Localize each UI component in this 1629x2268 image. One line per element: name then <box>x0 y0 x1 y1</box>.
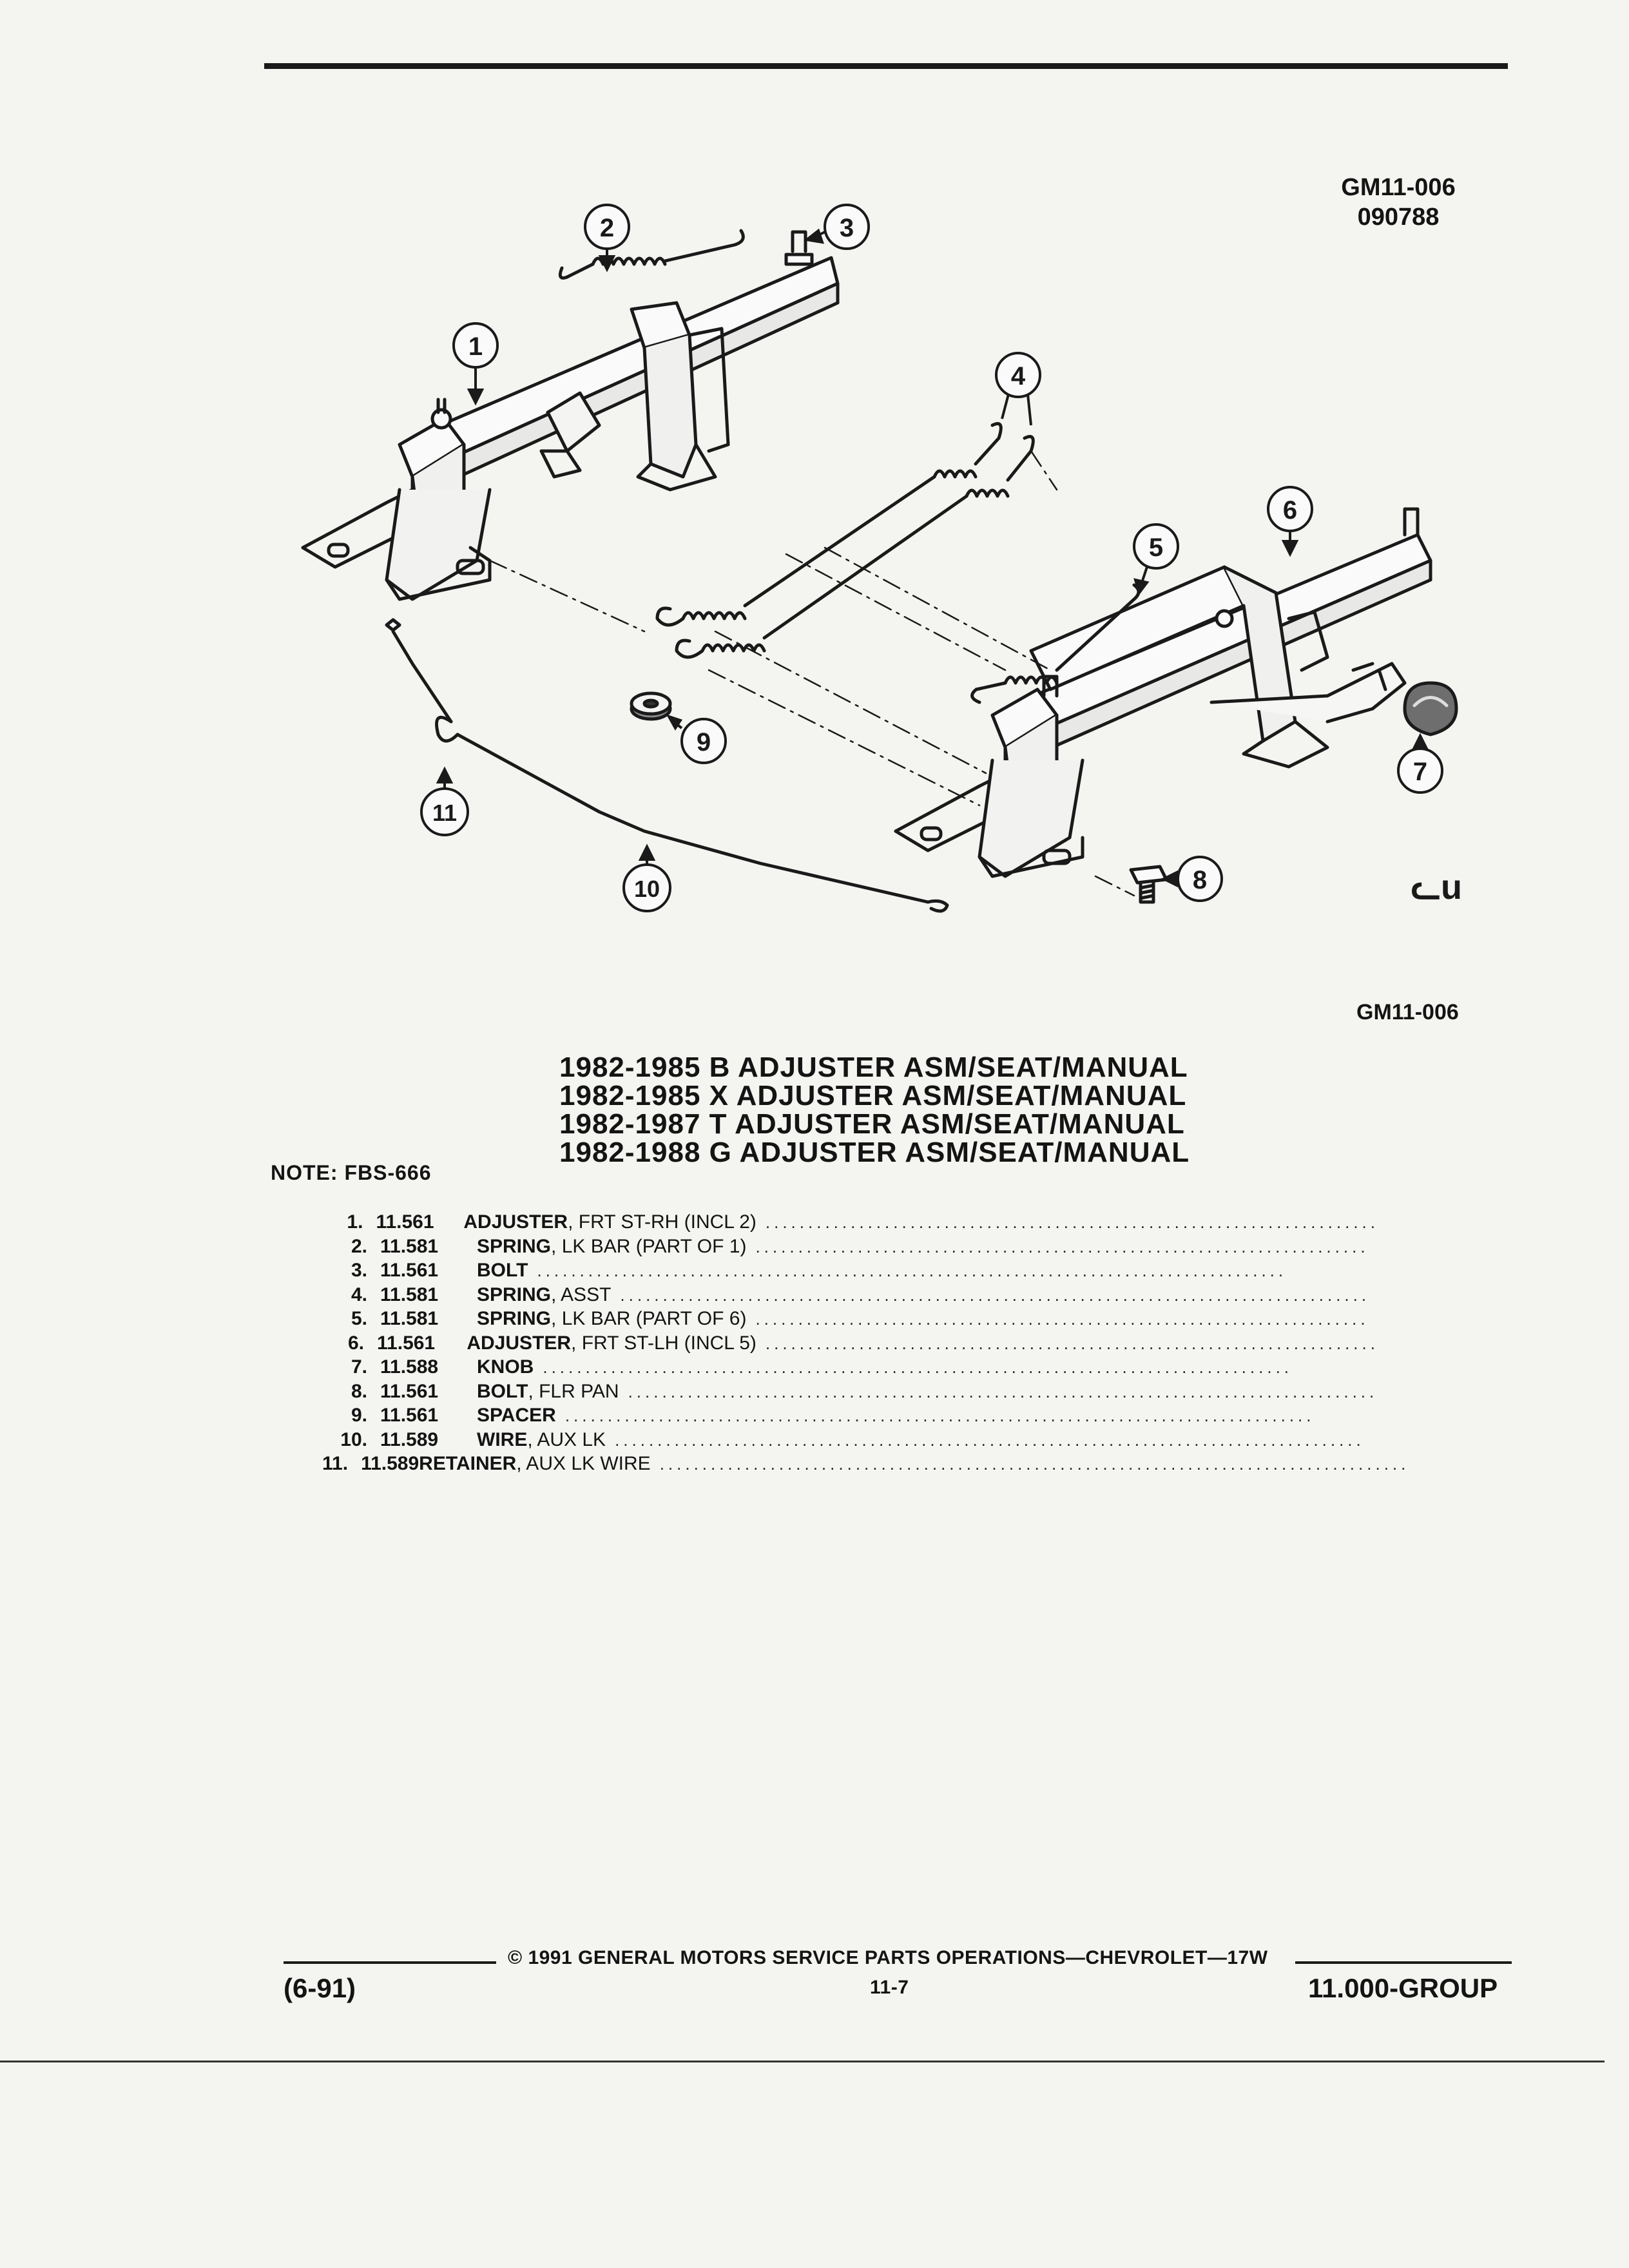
assist-springs <box>657 424 1033 658</box>
callout-circles <box>421 205 1442 911</box>
callout-1-label: 1 <box>468 332 483 361</box>
part-name: ADJUSTER <box>467 1332 572 1354</box>
part-name: SPRING <box>477 1235 552 1257</box>
part-row <box>322 1260 1379 1284</box>
callout-4-label: 4 <box>1010 362 1026 390</box>
footer-rule-right <box>1295 1961 1512 1964</box>
bottom-rule <box>0 2061 1605 2062</box>
part-number: 7. <box>351 1356 367 1378</box>
callout-7 <box>1398 736 1442 793</box>
part-name: WIRE <box>477 1428 528 1450</box>
part-qualifier: , LK BAR (PART OF 6) <box>551 1308 747 1329</box>
part-qualifier: , AUX LK <box>527 1428 606 1450</box>
part-row <box>322 1429 1379 1454</box>
part-qualifier: , FRT ST-RH (INCL 2) <box>568 1211 757 1233</box>
footer-copyright: © 1991 GENERAL MOTORS SERVICE PARTS OPERATIONS—CHEVROLET—17W <box>508 1947 1268 1968</box>
part-number: 4. <box>351 1283 367 1305</box>
part-group-code: 11.561 <box>380 1405 439 1426</box>
part-row <box>322 1211 1379 1236</box>
drawing-code: GM11-006 <box>1341 174 1456 201</box>
part-group-code: 11.561 <box>380 1260 439 1281</box>
callout-10 <box>624 847 670 911</box>
leader-dots: ........................................................................ <box>765 1213 1379 1232</box>
title-line-1: 1982-1985 B ADJUSTER ASM/SEAT/MANUAL <box>559 1052 1188 1083</box>
bolt-3 <box>786 232 812 264</box>
part-group-code: 11.561 <box>376 1211 434 1233</box>
part-number: 8. <box>351 1380 367 1402</box>
part-qualifier: , AUX LK WIRE <box>516 1453 651 1474</box>
leader-dots: ........................................................................................ <box>628 1381 1378 1401</box>
part-name: SPRING <box>477 1283 552 1305</box>
part-number: 2. <box>351 1235 367 1257</box>
part-number: 1. <box>347 1211 363 1233</box>
leader-dots: ........................................................................................ <box>537 1261 1287 1280</box>
part-row <box>322 1308 1379 1332</box>
callout-11 <box>421 769 468 835</box>
part-qualifier: , LK BAR (PART OF 1) <box>551 1235 747 1257</box>
leader-dots: ........................................................................................ <box>615 1430 1365 1450</box>
leader-dots: ........................................................................ <box>755 1236 1369 1256</box>
callout-2-label: 2 <box>599 214 615 242</box>
knob-7 <box>1405 683 1456 735</box>
part-group-code: 11.589 <box>380 1428 439 1450</box>
callout-10-label: 10 <box>633 876 660 902</box>
leader-dots: ........................................................................................ <box>659 1454 1410 1474</box>
leader-dots: ........................................................................................ <box>543 1358 1293 1377</box>
part-row <box>322 1332 1379 1357</box>
leader-dots: ........................................................................ <box>765 1333 1379 1353</box>
part-qualifier: , FRT ST-LH (INCL 5) <box>571 1332 757 1354</box>
part-number: 3. <box>351 1260 367 1281</box>
part-name: SPACER <box>477 1405 556 1426</box>
part-group-code: 11.581 <box>380 1283 439 1305</box>
part-row <box>322 1453 1410 1477</box>
part-group-code: 11.588 <box>380 1356 439 1378</box>
part-group-code: 11.581 <box>380 1308 439 1329</box>
leader-dots: ........................................................................ <box>755 1309 1369 1329</box>
part-name: BOLT <box>477 1380 528 1402</box>
part-name: RETAINER <box>419 1453 517 1474</box>
callout-4 <box>996 353 1040 425</box>
part-row <box>322 1236 1379 1260</box>
part-group-code: 11.589 <box>361 1453 419 1474</box>
callout-6 <box>1268 487 1312 554</box>
title-line-2: 1982-1985 X ADJUSTER ASM/SEAT/MANUAL <box>559 1080 1187 1111</box>
part-row <box>322 1405 1379 1429</box>
callout-9 <box>669 716 726 763</box>
part-group-code: 11.581 <box>380 1235 439 1257</box>
callout-5 <box>1134 524 1178 593</box>
leader-dots: ........................................................................................ <box>620 1285 1371 1305</box>
callout-5-label: 5 <box>1148 533 1164 562</box>
part-name: ADJUSTER <box>463 1211 568 1233</box>
part-group-code: 11.561 <box>380 1380 439 1402</box>
date-code: 090788 <box>1357 204 1440 231</box>
callout-9-label: 9 <box>696 728 711 756</box>
corner-mark: ᓚu <box>1411 868 1462 907</box>
title-block <box>559 1053 1268 1167</box>
part-number: 11. <box>322 1453 349 1474</box>
aux-lock-wire <box>387 620 947 911</box>
part-name: SPRING <box>477 1308 552 1329</box>
part-row <box>322 1381 1379 1405</box>
page-number: 11-7 <box>870 1977 909 1998</box>
callout-6-label: 6 <box>1282 496 1298 524</box>
title-line-4: 1982-1988 G ADJUSTER ASM/SEAT/MANUAL <box>559 1137 1190 1168</box>
footer-date: (6-91) <box>284 1973 356 2003</box>
part-row <box>322 1284 1379 1309</box>
part-group-code: 11.561 <box>377 1332 436 1354</box>
exploded-diagram <box>0 0 1629 1005</box>
leader-dots: ........................................................................................ <box>564 1406 1315 1425</box>
callout-1 <box>454 323 497 403</box>
callout-8 <box>1164 857 1222 901</box>
group-label: 11.000-GROUP <box>1308 1973 1498 2003</box>
callout-8-label: 8 <box>1192 866 1208 894</box>
title-line-3: 1982-1987 T ADJUSTER ASM/SEAT/MANUAL <box>559 1108 1185 1140</box>
footer-rule-left <box>284 1961 496 1964</box>
note: NOTE: FBS-666 <box>271 1161 432 1184</box>
parts-list <box>322 1211 1410 1477</box>
figure-id: GM11-006 <box>1356 1000 1459 1024</box>
callout-7-label: 7 <box>1412 758 1428 786</box>
part-qualifier: , FLR PAN <box>528 1380 619 1402</box>
part-row <box>322 1356 1379 1381</box>
callout-11-label: 11 <box>432 800 458 826</box>
part-number: 10. <box>340 1428 367 1450</box>
part-qualifier: , ASST <box>551 1283 612 1305</box>
part-number: 9. <box>351 1405 367 1426</box>
part-number: 6. <box>347 1332 365 1354</box>
bolt-8 <box>1131 867 1166 902</box>
callout-3 <box>807 205 869 249</box>
callout-3-label: 3 <box>839 214 854 242</box>
part-number: 5. <box>351 1308 367 1329</box>
rh-adjuster-rail <box>303 258 838 599</box>
spacer-9 <box>631 693 670 719</box>
part-name: BOLT <box>477 1260 528 1281</box>
part-name: KNOB <box>477 1356 534 1378</box>
